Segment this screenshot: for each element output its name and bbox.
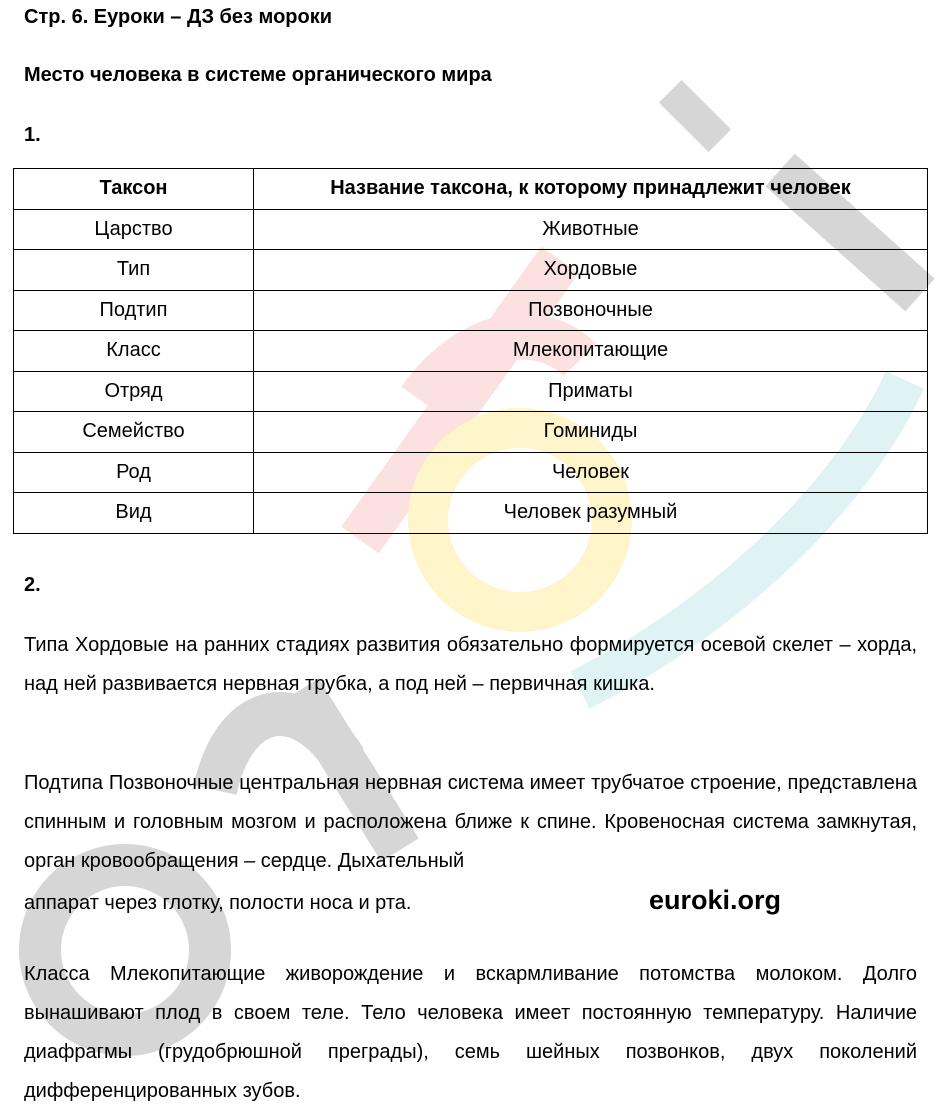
- taxon-cell: Вид: [14, 493, 254, 534]
- taxon-cell: Род: [14, 452, 254, 493]
- taxon-cell: Семейство: [14, 412, 254, 453]
- taxon-name-cell: Гоминиды: [254, 412, 928, 453]
- table-row: [14, 331, 928, 372]
- task-1-number: 1.: [24, 124, 41, 146]
- table-row: [14, 250, 928, 291]
- paragraph-chordates: Типа Хордовые на ранних стадиях развития обязательно формируется осевой скелет – хорда, над ней развивается нервная трубка, а под ней – первичная кишка.: [24, 634, 917, 695]
- section-title: Место человека в системе органического мира: [24, 64, 492, 86]
- table-header-cell: Название таксона, к которому принадлежит человек: [254, 169, 928, 210]
- taxon-name-cell: Млекопитающие: [254, 331, 928, 372]
- taxon-cell: Подтип: [14, 290, 254, 331]
- paragraph-vertebrates: [24, 764, 917, 923]
- site-label: euroki.org: [648, 885, 781, 915]
- taxon-cell: Царство: [14, 209, 254, 250]
- taxon-name-cell: Животные: [254, 209, 928, 250]
- taxon-name-cell: Позвоночные: [254, 290, 928, 331]
- table-row: [14, 209, 928, 250]
- table-header-row: [14, 169, 928, 210]
- paragraph-vertebrates-text: Подтипа Позвоночные центральная нервная система имеет трубчатое строение, представлена спинным и головным мозгом и расположена ближе к спине. Кровеносная система замкнутая, орган кровообращения – сердце. Дыхательный: [24, 772, 917, 872]
- table-row: [14, 290, 928, 331]
- table-row: [14, 412, 928, 453]
- paragraph-vertebrates-last-line: [24, 881, 917, 923]
- taxon-table: [13, 168, 928, 534]
- taxon-name-cell: Человек: [254, 452, 928, 493]
- table-row: [14, 452, 928, 493]
- taxon-name-cell: Человек разумный: [254, 493, 928, 534]
- taxon-cell: Класс: [14, 331, 254, 372]
- taxon-cell: Отряд: [14, 371, 254, 412]
- task-2-number: 2.: [24, 574, 41, 596]
- taxon-cell: Тип: [14, 250, 254, 291]
- taxon-name-cell: Хордовые: [254, 250, 928, 291]
- paragraph-vertebrates-last-text: аппарат через глотку, полости носа и рта.: [24, 892, 412, 914]
- taxon-name-cell: Приматы: [254, 371, 928, 412]
- table-row: [14, 493, 928, 534]
- table-row: [14, 371, 928, 412]
- page-header: Стр. 6. Еуроки – ДЗ без мороки: [24, 6, 333, 28]
- paragraph-mammals: Класса Млекопитающие живорождение и вскармливание потомства молоком. Долго вынашивают плод в своем теле. Тело человека имеет постоянную температуру. Наличие диафрагмы (грудобрюшной преграды), семь шейных позвонков, двух поколений дифференцированных зубов.: [24, 963, 917, 1102]
- table-header-cell: Таксон: [14, 169, 254, 210]
